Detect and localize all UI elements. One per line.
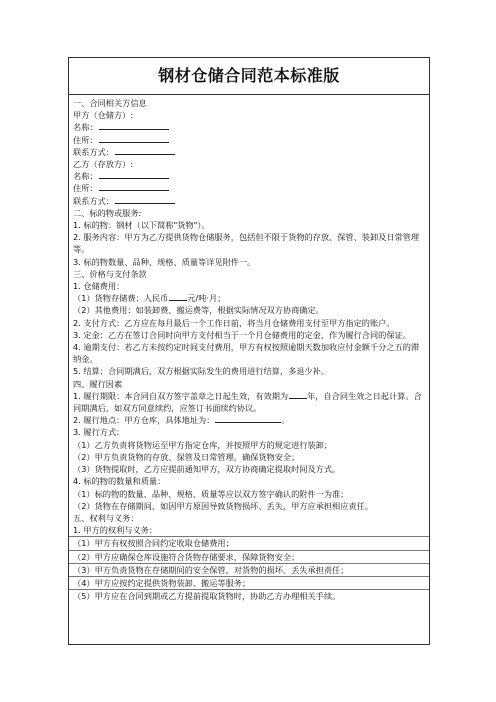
party-a-name-blank[interactable] [99, 121, 169, 130]
clause-storage-fee: 1. 仓储费用： [73, 281, 125, 292]
clause-method-1: （1）乙方负责将货物运至甲方指定仓库，并按照甲方的规定进行装卸； [73, 439, 333, 450]
party-b-name-label: 名称： [73, 171, 98, 182]
party-b-address-label: 住所： [73, 183, 98, 194]
clause-payment-method: 2. 支付方式：乙方应在每月最后一个工作日前，将当月仓储费用支付至甲方指定的账户。 [73, 317, 395, 328]
clause-method-2: （2）甲方负责货物的存放、保管及日常管理，确保货物安全； [73, 451, 300, 462]
clause-method: 3. 履行方式： [73, 427, 125, 438]
section-heading-price: 三、价格与支付条款 [73, 268, 147, 279]
section-heading-performance: 四、履行因素 [73, 378, 123, 389]
party-b-contact-row [69, 195, 429, 207]
location-label: 2. 履行地点：甲方仓库，具体地址为： [73, 415, 215, 426]
document-title: 钢材仓储合同范本标准版 [69, 58, 429, 95]
clause-location-row [69, 414, 429, 426]
term-years-blank[interactable] [289, 390, 307, 399]
party-a-address-blank[interactable] [99, 134, 169, 143]
clause-service-content: 2. 服务内容：甲方为乙方提供货物仓储服务，包括但不限于货物的存放、保管、装卸及日常管理等。 [73, 232, 420, 255]
clause-subject-item: 1. 标的物：钢材（以下简称"货物"）。 [73, 220, 210, 231]
party-a-contact-blank[interactable] [115, 146, 175, 155]
clause-storage-rate-row [69, 292, 429, 304]
party-b-name-blank[interactable] [99, 170, 169, 179]
storage-rate-label: （1）货物存储费：人民币 [73, 293, 169, 304]
party-a-contact-label: 联系方式： [73, 146, 114, 157]
party-a-address-row [69, 134, 429, 146]
clause-deposit: 3. 定金：乙方在签订合同时向甲方支付相当于一个月仓储费用的定金，作为履行合同的保证。 [73, 329, 411, 340]
party-a-heading: 甲方（仓储方）: [73, 110, 134, 121]
clause-party-a-rights: 1. 甲方的权利与义务： [69, 524, 429, 537]
party-b-name-row [69, 170, 429, 182]
clause-quantity-1: （1）标的物的数量、品种、规格、质量等应以双方签字确认的附件一为准； [73, 488, 349, 499]
party-b-heading: 乙方（存放方）: [73, 159, 134, 170]
contract-document [68, 57, 430, 645]
clause-subject-details: 3. 标的物数量、品种、规格、质量等详见附件一。 [73, 256, 256, 267]
party-b-contact-blank[interactable] [115, 195, 175, 204]
section-heading-subject: 二、标的物或服务: [73, 207, 142, 218]
location-end: 。 [281, 415, 290, 426]
party-b-contact-label: 联系方式： [73, 195, 114, 206]
party-a-name-label: 名称： [73, 122, 98, 133]
party-a-address-label: 住所： [73, 134, 98, 145]
party-b-address-row [69, 182, 429, 194]
section-heading-rights: 五、权利与义务： [73, 512, 139, 523]
clause-rights-1: （1）甲方有权按照合同约定收取仓储费用； [69, 537, 429, 550]
document-body [69, 95, 429, 602]
storage-rate-blank[interactable] [169, 292, 187, 301]
clause-other-fees: （2）其他费用：如装卸费、搬运费等，根据实际情况双方协商确定。 [73, 305, 324, 316]
clause-method-3: （3）货物提取时，乙方应提前通知甲方，双方协商确定提取时间及方式。 [73, 464, 341, 475]
clause-rights-4: （4）甲方应按约定提供货物装卸、搬运等服务； [69, 577, 429, 590]
storage-rate-unit: 元/吨·月； [187, 293, 226, 304]
term-text-start: 1. 履行期限：本合同自双方签字盖章之日起生效，有效期为 [73, 390, 289, 401]
party-a-contact-row [69, 146, 429, 158]
clause-rights-3: （3）甲方负责货物在存储期间的安全保管，对货物的损坏、丢失承担责任； [69, 564, 429, 577]
party-b-address-blank[interactable] [99, 182, 169, 191]
clause-quantity-2: （2）货物在存储期间，如因甲方原因导致货物损坏、丢失，甲方应承担相应责任。 [73, 500, 373, 511]
section-heading-parties: 一、合同相关方信息 [73, 98, 147, 108]
clause-rights-2: （2）甲方应确保仓库设施符合货物存储要求，保障货物安全； [69, 551, 429, 564]
clause-rights-5: （5）甲方应在合同到期或乙方提前提取货物时，协助乙方办理相关手续。 [73, 591, 341, 602]
location-address-blank[interactable] [215, 414, 281, 423]
clause-settlement: 5. 结算：合同期满后，双方根据实际发生的费用进行结算，多退少补。 [73, 366, 330, 377]
term-text-end: 年，自合同生效之日起计算。合同期满后，如双方同意续约，应签订书面续约协议。 [73, 390, 422, 414]
clause-late-payment: 4. 逾期支付：若乙方未按约定时间支付费用，甲方有权按照逾期天数加收应付金额千分之五的滞纳金。 [73, 342, 420, 365]
party-a-name-row [69, 121, 429, 133]
clause-quantity-quality: 4. 标的物的数量和质量： [73, 476, 166, 487]
clause-term [69, 390, 429, 414]
